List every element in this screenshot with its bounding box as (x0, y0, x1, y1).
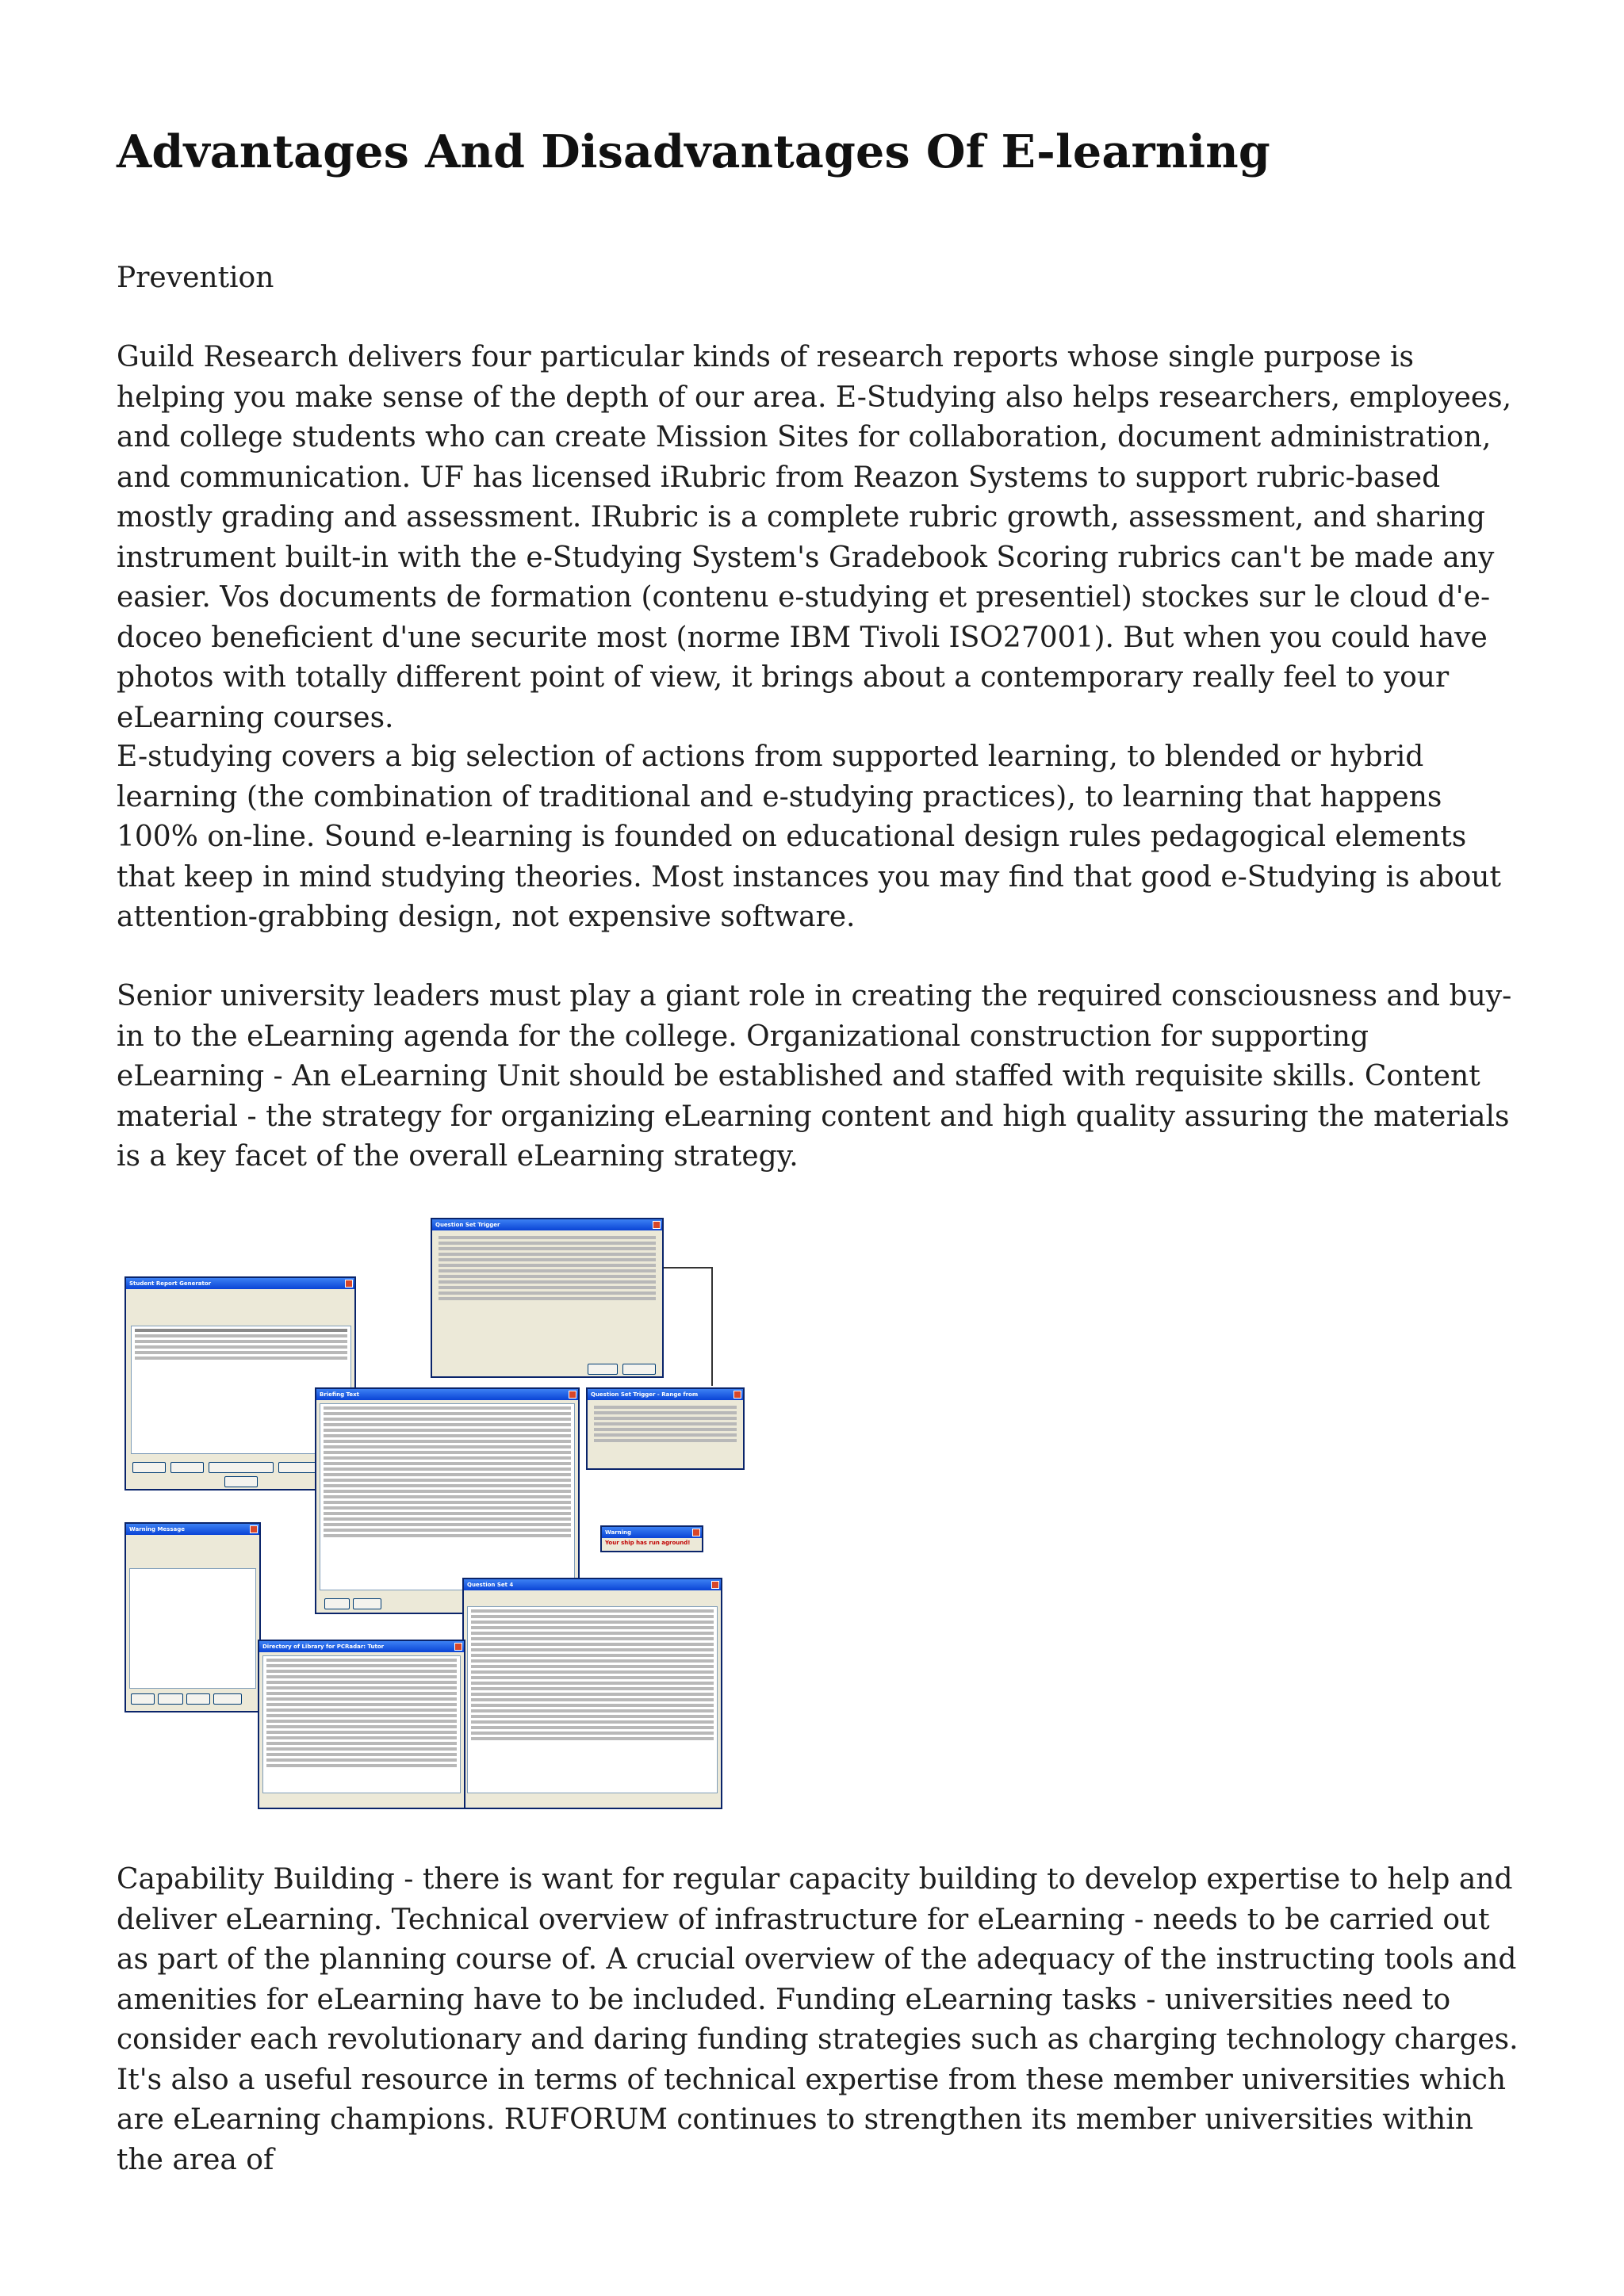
close-icon (345, 1280, 353, 1288)
section-heading-prevention: Prevention (117, 262, 274, 294)
library-tree[interactable] (262, 1655, 461, 1793)
ok-button[interactable] (324, 1598, 350, 1609)
warning-alert-text: Your ship has run aground! (605, 1540, 691, 1546)
paragraph-1: Guild Research delivers four particular kinds of research reports whose single purpose is helping you make sense of the depth of our area. E-Studying also helps researchers, employees, and college students who can create Mission Sites for collaboration, document administration, and communication. UF has licensed iRubric from Reazon Systems to support rubric-based mostly grading and assessment. IRubric is a complete rubric growth, assessment, and sharing instrument built-in with the e-Studying System's Gradebook Scoring rubrics can't be made any easier. Vos documents de formation (contenu e-studying et presentiel) stockes sur le cloud d'e-doceo beneficient d'une securite most (norme IBM Tivoli ISO27001). But when you could have photos with totally different point of view, it brings about a contemporary really feel to your eLearning courses. (117, 341, 1512, 734)
window-titlebar: Warning Message (126, 1524, 259, 1535)
select-all-button[interactable] (132, 1462, 166, 1473)
close-icon (692, 1529, 700, 1536)
print-selected-button[interactable] (209, 1462, 274, 1473)
article-title: Advantages And Disadvantages Of E-learning (117, 125, 1270, 178)
close-icon (569, 1391, 576, 1399)
unselect-all-button[interactable] (170, 1462, 204, 1473)
warning-alert-window (600, 1525, 703, 1552)
window-titlebar: Briefing Text (316, 1389, 578, 1400)
close-icon (711, 1581, 719, 1589)
close-icon (250, 1525, 258, 1533)
question-set-trigger-window (431, 1218, 664, 1378)
ok-button[interactable] (131, 1693, 155, 1705)
connector-line (664, 1267, 711, 1269)
back-button[interactable] (353, 1598, 381, 1609)
paragraph-4: Capability Building - there is want for regular capacity building to develop expertise to help and deliver eLearning. Technical overview of infrastructure for eLearning - needs to be carried out as part of the planning course of. A crucial overview of the adequacy of the instructing tools and amenities for eLearning have to be included. Funding eLearning tasks - universities need to consider each revolutionary and daring funding strategies such as charging technology charges. It's also a useful resource in terms of technical expertise from these member universities which are eLearning champions. RUFORUM continues to strengthen its member universities within the area of (117, 1863, 1519, 2176)
question-set-trigger-range-window (586, 1387, 745, 1470)
window-titlebar: Question Set Trigger (432, 1219, 662, 1230)
briefing-text-area (320, 1403, 575, 1590)
window-titlebar: Question Set 4 (464, 1579, 721, 1590)
cancel-button[interactable] (622, 1364, 656, 1375)
window-titlebar: Question Set Trigger - Range from (588, 1389, 743, 1400)
cancel-button[interactable] (158, 1693, 183, 1705)
close-icon (733, 1391, 741, 1399)
close-button[interactable] (224, 1476, 258, 1487)
window-titlebar: Directory of Library for PCRadar: Tutor (259, 1641, 464, 1652)
question-set-window (462, 1578, 722, 1809)
paragraph-2: E-studying covers a big selection of actions from supported learning, to blended or hybrid learning (the combination of traditional and e-studying practices), to learning that happens 100% on-line. Sound e-learning is founded on educational design rules pedagogical elements that keep in mind studying theories. Most instances you may find that good e-Studying is about attention-grabbing design, not expensive software. (117, 740, 1501, 933)
window-titlebar: Warning (602, 1527, 702, 1538)
close-icon (653, 1221, 661, 1229)
close-icon (454, 1643, 462, 1651)
text-message-area[interactable] (129, 1568, 256, 1689)
refresh-button[interactable] (213, 1693, 242, 1705)
paragraph-3: Senior university leaders must play a giant role in creating the required consciousness and buy-in to the eLearning agenda for the college. Organizational construction for supporting eLearning - An eLearning Unit should be established and staffed with requisite skills. Content material - the strategy for organizing eLearning content and high quality assuring the materials is a key facet of the overall eLearning strategy. (117, 980, 1512, 1173)
connector-line (711, 1267, 713, 1386)
enter-button[interactable] (186, 1693, 210, 1705)
ok-button[interactable] (588, 1364, 618, 1375)
window-titlebar: Student Report Generator (126, 1278, 354, 1289)
directory-of-library-window (258, 1640, 465, 1809)
software-screenshot-collage (117, 1219, 719, 1816)
questions-list (467, 1606, 718, 1793)
warning-message-window (124, 1522, 261, 1712)
